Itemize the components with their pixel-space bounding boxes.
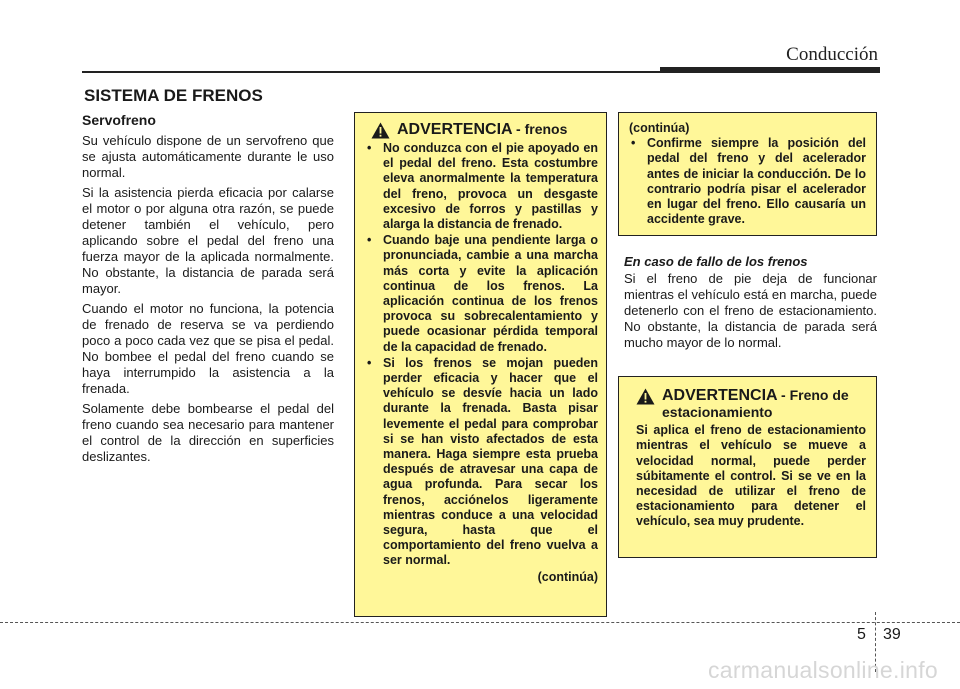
warning-box-estacionamiento (618, 376, 877, 558)
servofreno-paragraph: Si la asistencia pierda eficacia por calarse el motor o por alguna otra razón, se puede detener también el vehículo, pero aplicando sobre el pedal del freno una fuerza mayor de la aplicada normalmente. No obstante, la distancia de parada será mayor. (82, 185, 334, 296)
watermark: carmanualsonline.info (707, 657, 938, 683)
servofreno-section (82, 112, 334, 469)
header-rule-thick (660, 67, 880, 73)
servofreno-heading: Servofreno (82, 112, 156, 128)
servofreno-paragraph: Cuando el motor no funciona, la potencia de frenado de reserva se va perdiendo poco a poco cada vez que se pisa el pedal. No bombee el pedal del freno cuando se haya interrumpido la asistencia a la frenada. (82, 301, 334, 396)
warning-item: • Confirme siempre la posición del pedal del freno y del acelerador antes de iniciar la conducción. De lo contrario podría pisar el acelerador en lugar del freno. Ello causaría un accidente grave. (629, 136, 866, 227)
chapter-title: Conducción (786, 44, 878, 65)
section-title: SISTEMA DE FRENOS (84, 86, 263, 105)
fallo-text: Si el freno de pie deja de funcionar mientras el vehículo está en marcha, puede detenerlo con el freno de estacionamiento. No obstante, la distancia de parada será mucho mayor de lo normal. (624, 271, 877, 350)
continues-label: (continúa) (537, 569, 598, 584)
warning-list (629, 136, 866, 227)
warning-triangle-icon (636, 388, 655, 405)
warning-subtitle: - Freno de estacionamiento (662, 387, 849, 420)
warning-box-continued (618, 112, 877, 236)
fallo-section (624, 254, 877, 351)
header-rule (82, 71, 662, 73)
warning-text: Si aplica el freno de estacionamiento mientras el vehículo se mueve a velocidad normal, puede perder súbitamente el control. Si se ve en la necesidad de utilizar el freno de estacionamiento para detener el vehículo, sea muy prudente. (636, 423, 866, 529)
servofreno-paragraph: Su vehículo dispone de un servofreno que se ajusta automáticamente durante le uso normal. (82, 133, 334, 180)
footer-divider (0, 622, 960, 623)
chapter-number: 5 (857, 626, 866, 643)
warning-item: • Cuando baje una pendiente larga o pronunciada, cambie a una marcha más corta y evite la aplicación continua de los frenos. La aplicación continua de los frenos provoca su sobrecalentamiento y puede ocasionar pérdida temporal de la capacidad de frenado. (365, 233, 598, 355)
servofreno-paragraph: Solamente debe bombearse el pedal del freno cuando sea necesario para mantener el control de la dirección en superficies deslizantes. (82, 401, 334, 464)
warning-triangle-icon (371, 122, 390, 139)
warning-item: • Si los frenos se mojan pueden perder eficacia y hacer que el vehículo se desvíe hacia un lado durante la frenada. Basta pisar levemente el pedal para comprobar si se han visto afectados de esta manera. Haga siempre esta prueba después de atravesar una capa de agua profunda. Para secar los frenos, acciónelos ligeramente mientras conduce a una velocidad segura, hasta que el comportamiento del freno vuelva a ser normal. (365, 356, 598, 569)
warning-subtitle: - frenos (516, 121, 568, 137)
continued-label: (continúa) (629, 121, 690, 135)
warning-title: ADVERTENCIA (397, 121, 513, 138)
page-number: 39 (883, 626, 901, 643)
warning-box-frenos (354, 112, 607, 617)
warning-list (365, 141, 598, 569)
fallo-heading: En caso de fallo de los frenos (624, 254, 808, 269)
warning-title: ADVERTENCIA (662, 387, 778, 404)
warning-item: • No conduzca con el pie apoyado en el pedal del freno. Esta costumbre eleva anormalmente la temperatura del freno, provoca un desgaste excesivo de forros y pastillas y alarga la distancia de frenado. (365, 141, 598, 232)
